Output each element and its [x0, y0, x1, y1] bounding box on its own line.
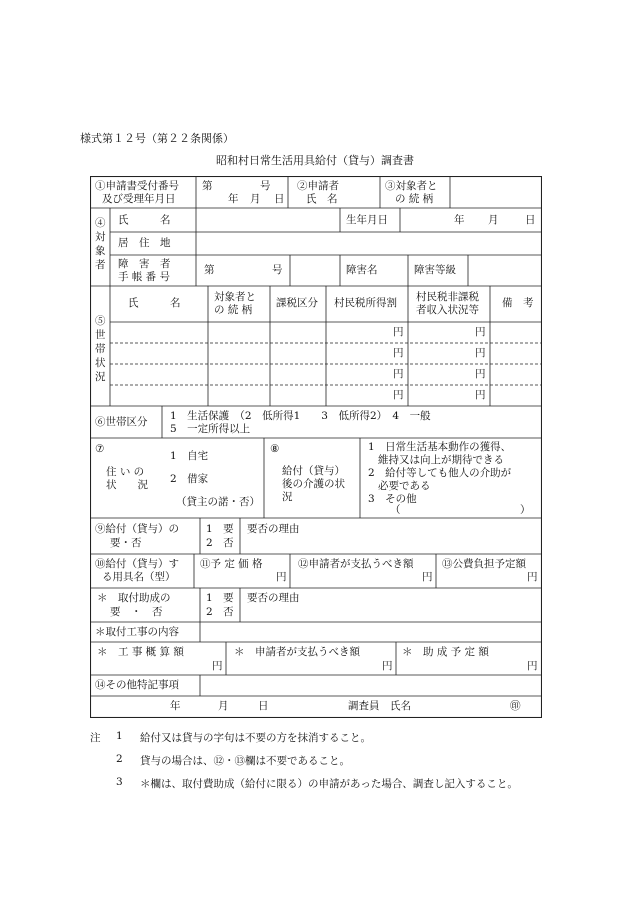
receipt-number-suffix: 号 [260, 180, 271, 192]
subject-side-label: ④対象者 [95, 217, 106, 271]
care-option1-line1: 1 日常生活基本動作の獲得、 [368, 441, 512, 453]
applicant-label-line1: ②申請者 [297, 180, 339, 192]
handbook-label-line1: 障 害 者 [118, 258, 171, 270]
investigator-name-label: 調査員 氏名 [348, 700, 411, 712]
care-label-line3: 況 [282, 491, 293, 503]
household-yen: 円 [475, 326, 486, 338]
living-label-line1: 住 い の [106, 466, 145, 478]
birth-month: 月 [488, 214, 499, 226]
document-title: 昭和村日常生活用具給付（貸与）調査書 [216, 154, 414, 167]
subsidy-yen: 円 [527, 660, 538, 672]
receipt-label-line2: 及び受理年月日 [102, 193, 176, 205]
care-option2-line2: 必要である [378, 480, 431, 492]
care-label-line1: 給付（貸与） [282, 465, 345, 477]
household-yen: 円 [475, 389, 486, 401]
planned-price-label: ⑪予 定 価 格 [200, 558, 263, 570]
install-option-yes: 1 要 [206, 592, 234, 604]
household-yen: 円 [393, 347, 404, 359]
decision-reason-label: 要否の理由 [247, 523, 300, 535]
subsidy-label: ＊ 助 成 予 定 額 [402, 646, 489, 658]
living-option-own-home: 1 自宅 [170, 450, 209, 462]
note-1-text: 給付又は貸与の字句は不要の方を抹消すること。 [140, 732, 371, 744]
planned-price-yen: 円 [276, 571, 287, 583]
household-yen: 円 [475, 347, 486, 359]
household-col-nontax-line2: 者収入状況等 [416, 304, 479, 316]
note-2-number: 2 [116, 753, 123, 765]
household-col-nontax-line1: 村民税非課税 [416, 291, 479, 303]
household-col-name: 氏 名 [128, 297, 181, 309]
care-option2-line1: 2 給付等しても他人の介助が [368, 467, 512, 479]
other-notes-label: ⑭その他特記事項 [95, 679, 179, 691]
form-number: 様式第１２号（第２２条関係） [80, 132, 234, 145]
equipment-label-line2: る用具名（型） [102, 571, 176, 583]
household-yen: 円 [393, 389, 404, 401]
household-col-remarks: 備 考 [502, 297, 534, 309]
install-option-no: 2 否 [206, 606, 234, 618]
household-yen: 円 [393, 368, 404, 380]
household-yen: 円 [393, 326, 404, 338]
address-label: 居 住 地 [118, 237, 171, 249]
care-option1-line2: 維持又は向上が期待できる [378, 454, 504, 466]
footer-month: 月 [218, 700, 229, 712]
decision-label-line1: ⑨給付（貸与）の [95, 523, 179, 535]
relation-label-line2: の 続 柄 [395, 193, 434, 205]
birth-date-label: 生年月日 [346, 214, 388, 226]
receipt-day: 日 [274, 193, 285, 205]
handbook-number-suffix: 号 [272, 264, 283, 276]
receipt-number-prefix: 第 [202, 180, 213, 192]
household-col-tax-class: 課税区分 [276, 297, 318, 309]
care-label-num: ⑧ [270, 443, 280, 455]
install-work-label: ＊取付工事の内容 [95, 626, 179, 638]
birth-year: 年 [454, 214, 465, 226]
decision-option-no: 2 否 [206, 537, 234, 549]
notes-head: 注 [90, 732, 101, 744]
note-2-text: 貸与の場合は、⑫・⑬欄は不要であること。 [140, 755, 350, 767]
footer-year: 年 [170, 700, 181, 712]
applicant-payment-label: ⑫申請者が支払うべき額 [298, 558, 414, 570]
subject-name-label: 氏 名 [118, 214, 171, 226]
household-class-line2: 5 一定所得以上 [170, 423, 251, 435]
equipment-label-line1: ⑩給付（貸与）す [95, 558, 179, 570]
install-payment-yen: 円 [382, 660, 393, 672]
disability-grade-label: 障害等級 [414, 264, 456, 276]
receipt-month: 月 [250, 193, 261, 205]
public-burden-label: ⑬公費負担予定額 [442, 558, 526, 570]
living-label-line2: 状 況 [106, 479, 148, 491]
work-estimate-yen: 円 [212, 660, 223, 672]
household-col-relation-line1: 対象者と [214, 291, 256, 303]
disability-name-label: 障害名 [346, 264, 378, 276]
household-class-label: ⑥世帯区分 [95, 416, 148, 428]
living-label-num: ⑦ [95, 443, 105, 455]
relation-label-line1: ③対象者と [385, 180, 438, 192]
handbook-label-line2: 手 帳 番 号 [118, 271, 171, 283]
receipt-label-line1: ①申請書受付番号 [95, 180, 179, 192]
living-rental-note: （貸主の諾・否） [176, 496, 260, 508]
install-label-line1: ＊ 取付助成の [97, 592, 171, 604]
note-3-text: ＊欄は、取付費助成（給付に限る）の申請があった場合、調査し記入すること。 [140, 778, 518, 790]
install-payment-label: ＊ 申請者が支払うべき額 [234, 646, 360, 658]
decision-label-line2: 要・否 [110, 537, 142, 549]
survey-form-table [90, 176, 542, 718]
seal-mark: ㊞ [510, 700, 521, 712]
birth-day: 日 [525, 214, 536, 226]
note-1-number: 1 [116, 730, 123, 742]
household-yen: 円 [475, 368, 486, 380]
receipt-year: 年 [228, 193, 239, 205]
install-label-line2: 要 ・ 否 [110, 606, 163, 618]
care-label-line2: 後の介護の状 [282, 478, 345, 490]
household-side-label: ⑤世帯状況 [95, 315, 106, 383]
household-col-relation-line2: の 続 柄 [214, 304, 253, 316]
applicant-payment-yen: 円 [422, 571, 433, 583]
handbook-number-prefix: 第 [204, 264, 215, 276]
applicant-label-line2: 氏 名 [306, 193, 338, 205]
care-paren-close: ） [520, 504, 531, 516]
care-paren-open: （ [390, 504, 401, 516]
decision-option-yes: 1 要 [206, 523, 234, 535]
household-col-income-tax: 村民税所得割 [334, 297, 397, 309]
work-estimate-label: ＊ 工 事 概 算 額 [97, 646, 184, 658]
care-option3: 3 その他 [368, 493, 417, 505]
household-class-line1: 1 生活保護 （2 低所得1 3 低所得2） 4 一般 [170, 410, 431, 422]
note-3-number: 3 [116, 776, 123, 788]
footer-day: 日 [258, 700, 269, 712]
install-reason-label: 要否の理由 [247, 592, 300, 604]
living-option-rental: 2 借家 [170, 473, 209, 485]
public-burden-yen: 円 [527, 571, 538, 583]
